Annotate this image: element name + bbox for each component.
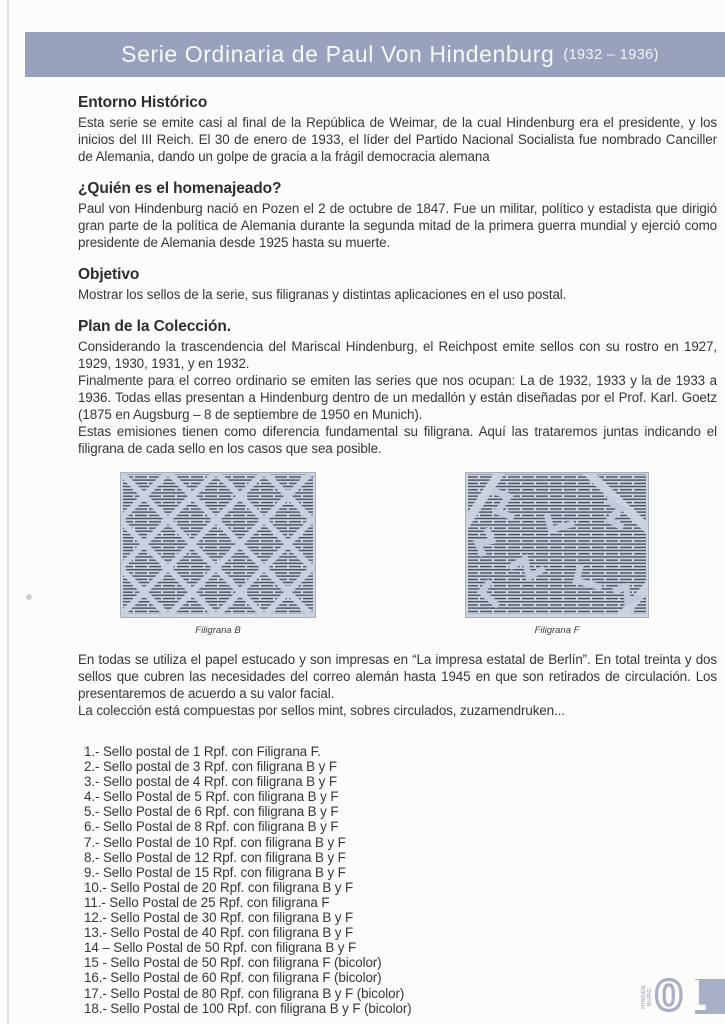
stamp-list-item: 14 – Sello Postal de 50 Rpf. con filigrana B y F: [84, 940, 357, 956]
watermark-f-image: [465, 472, 649, 618]
figure-filigrana-f: [465, 472, 649, 636]
stamp-list-item: 11.- Sello Postal de 25 Rpf. con filigrana F: [84, 894, 330, 910]
footer-vertical-text: [640, 979, 654, 1014]
stamp-list-item: 10.- Sello Postal de 20 Rpf. con filigrana B y F: [84, 879, 354, 895]
stamp-list-item: 8.- Sello Postal de 12 Rpf. con filigrana B y F: [84, 849, 346, 865]
section-heading-entorno-historico: Entorno Histórico: [78, 94, 208, 111]
watermark-b-image: [120, 472, 316, 618]
footer-vertical-line2: BURG: [647, 987, 654, 1006]
paragraph-papel-estucado: En todas se utiliza el papel estucado y son impresas en “La impresa estatal de Berlín”. En total treinta y dos sellos que cubren las necesidades del correo alemán hasta 1945 en que son retirados de circulación. Los presentaremos de acuerdo a su valor facial.: [78, 652, 717, 701]
title-bar: [25, 32, 725, 77]
scan-edge-line: [7, 0, 9, 1024]
section-heading-homenajeado: ¿Quién es el homenajeado?: [78, 180, 282, 197]
section-heading-plan: Plan de la Colección.: [78, 318, 231, 335]
stamp-list-item: 15 - Sello Postal de 50 Rpf. con filigrana F (bicolor): [84, 955, 382, 971]
figure-caption-filigrana-f: Filigrana F: [534, 625, 580, 636]
stamp-list-item: 4.- Sello Postal de 5 Rpf. con filigrana B y F: [84, 789, 339, 805]
stamp-list-item: 1.- Sello postal de 1 Rpf. con Filigrana F.: [84, 744, 321, 759]
paragraph-coleccion-compuesta: La colección está compuestas por sellos mint, sobres circulados, zuzamendruken...: [78, 703, 565, 718]
stamp-list-item: 18.- Sello Postal de 100 Rpf. con filigrana B y F (bicolor): [84, 1000, 412, 1016]
paragraph-plan-3: Estas emisiones tienen como diferencia fundamental su filigrana. Aquí las trataremos juntas indicando el filigrana de cada sello en los casos que sea posible.: [78, 424, 717, 456]
paragraph-objetivo: Mostrar los sellos de la serie, sus filigranas y distintas aplicaciones en el uso postal.: [78, 287, 567, 302]
stamp-list: [84, 744, 717, 1020]
section-heading-objetivo: Objetivo: [78, 266, 140, 283]
paragraph-plan-1: Considerando la trascendencia del Mariscal Hindenburg, el Reichpost emite sellos con su rostro en 1927, 1929, 1930, 1931, y en 1932.: [78, 339, 717, 371]
paragraph-homenajeado: Paul von Hindenburg nació en Pozen el 2 de octubre de 1847. Fue un militar, político y estadista que dirigió gran parte de la política de Alemania durante la segunda mitad de la primera guerra mundial y ejerció como presidente de Alemania desde 1925 hasta su muerte.: [78, 201, 717, 250]
paragraph-plan-2: Finalmente para el correo ordinario se emiten las series que nos ocupan: La de 1932, 1933 y la de 1933 a 1936. Todas ellas presentan a Hindenburg dentro de un medallón y están diseñadas por el Prof. Karl. Goetz (1875 en Augsburg – 8 de septiembre de 1950 en Munich).: [78, 373, 717, 422]
footer-vertical-line1: HINDEN: [641, 984, 648, 1009]
page-title-years: (1932 – 1936): [563, 46, 659, 63]
stamp-list-item: 16.- Sello Postal de 60 Rpf. con filigrana F (bicolor): [84, 970, 382, 986]
paragraph-entorno-historico: Esta serie se emite casi al final de la República de Weimar, de la cual Hindenburg era el presidente, y los inicios del III Reich. El 30 de enero de 1933, el líder del Partido Nacional Socialista fue nombrado Canciller de Alemania, dando un golpe de gracia a la frágil democracia alemana: [78, 115, 717, 164]
page-number-mark: [640, 972, 725, 1020]
after-figures-text: [78, 651, 717, 719]
stamp-list-item: 17.- Sello Postal de 80 Rpf. con filigrana B y F (bicolor): [84, 985, 405, 1001]
page-title: Serie Ordinaria de Paul Von Hindenburg: [121, 41, 555, 67]
stamp-list-item: 13.- Sello Postal de 40 Rpf. con filigrana B y F: [84, 925, 354, 941]
figure-caption-filigrana-b: Filigrana B: [195, 625, 241, 636]
stamp-list-item: 12.- Sello Postal de 30 Rpf. con filigrana B y F: [84, 910, 354, 926]
document-body: [78, 77, 717, 1020]
watermark-figures-row: [120, 472, 717, 636]
stamp-list-item: 2.- Sello postal de 3 Rpf. con filigrana B y F: [84, 759, 337, 775]
figure-filigrana-b: [120, 472, 316, 636]
stamp-list-item: 6.- Sello Postal de 8 Rpf. con filigrana B y F: [84, 819, 339, 835]
stamp-list-item: 7.- Sello Postal de 10 Rpf. con filigrana B y F: [84, 834, 346, 850]
page-number-digit-1: 1: [680, 972, 709, 1020]
page-number-digit-0: 0: [654, 972, 683, 1020]
stamp-list-item: 3.- Sello postal de 4 Rpf. con filigrana B y F: [84, 774, 337, 790]
scan-artifact-dot: [26, 594, 32, 600]
stamp-list-item: 9.- Sello Postal de 15 Rpf. con filigrana B y F: [84, 864, 346, 880]
page-number-block: [680, 972, 725, 1020]
stamp-list-item: 5.- Sello Postal de 6 Rpf. con filigrana B y F: [84, 804, 339, 820]
